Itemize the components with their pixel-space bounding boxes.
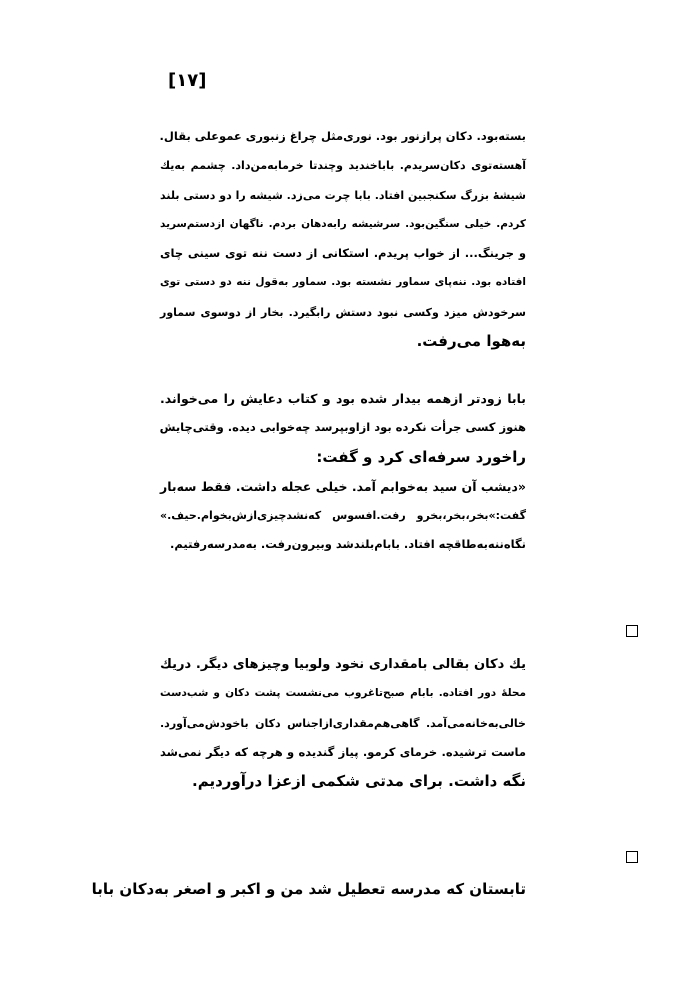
text-line: سرخودش میزد وکسی نبود دستش رابگیرد. بخار از دوسوی سماور xyxy=(160,305,526,319)
text-line: هنوز کسی جرأت نکرده بود ازاوبپرسد چه‌خوابی دیده. وقتی‌چایش xyxy=(159,420,526,435)
page-number: [۱۷] xyxy=(168,70,207,91)
text-line: بسته‌بود. دکان پرازنور بود. نوری‌مثل چراغ زنبوری عموعلی بقال. xyxy=(159,129,526,143)
paragraph-2 xyxy=(160,384,526,560)
text-line: نگه داشت. برای مدتی شکمی ازعزا درآوردیم. xyxy=(192,772,526,791)
text-line: یك دکان بقالی بامقداری نخود ولوبیا وچیزهای دیگر. دریك xyxy=(160,657,526,672)
text-line: ماست ترشیده. خرمای کرمو. پیاز گندیده و هرچه که دیگر نمی‌شد xyxy=(160,744,526,759)
paragraph-3 xyxy=(160,650,526,796)
section-marker-box xyxy=(626,625,638,637)
text-line: بابا زودتر ازهمه بیدار شده بود و کتاب دعایش را می‌خواند. xyxy=(160,391,526,406)
paragraph-1 xyxy=(160,122,526,356)
text-line: به‌هوا می‌رفت. xyxy=(416,332,526,351)
text-line: آهسته‌توی دکان‌سریدم. باباخندید وچندتا خرمابه‌من‌داد. چشمم به‌یك xyxy=(160,159,526,173)
text-line: تابستان که مدرسه تعطیل شد من و اکبر و اصغر به‌دکان بابا xyxy=(91,880,526,898)
text-line: کردم. خیلی سنگین‌بود. سرشیشه رابه‌دهان بردم. ناگهان ازدستم‌سرید xyxy=(160,217,526,230)
text-line: محلهٔ دور افتاده. بابام صبح‌تاغروب می‌نشست پشت دکان و شب‌دست xyxy=(160,687,526,700)
text-line: «دیشب آن سید به‌خوابم آمد. خیلی عجله داشت. فقط سه‌بار xyxy=(160,478,526,494)
text-line: راخورد سرفه‌ای کرد و گفت: xyxy=(316,447,526,466)
text-line: و جرینگ... از خواب پریدم. استکانی از دست ننه توی سینی چای xyxy=(160,246,526,261)
section-marker-box xyxy=(626,851,638,863)
text-line: نگاه‌ننه‌به‌طاقچه افتاد. بابام‌بلندشد وبیرون‌رفت. به‌مدرسه‌رفتیم. xyxy=(170,537,526,552)
text-line: شیشهٔ بزرگ سکنجبین افتاد. بابا چرت می‌زد. شیشه را دو دستی بلند xyxy=(160,188,526,202)
text-line: گفت:»بخر،بخر،بخرو رفت.افسوس که‌نشدچیزی‌ازش‌بخوام.حیف.» xyxy=(160,509,526,523)
text-line: خالی‌به‌خانه‌می‌آمد. گاهی‌هم‌مقداری‌ازاجناس دکان باخودش‌می‌آورد. xyxy=(160,716,526,730)
text-line: افتاده بود. ننه‌پای سماور نشسته بود. سماور به‌قول ننه دو دستی توی xyxy=(160,276,526,289)
paragraph-4 xyxy=(91,875,526,904)
